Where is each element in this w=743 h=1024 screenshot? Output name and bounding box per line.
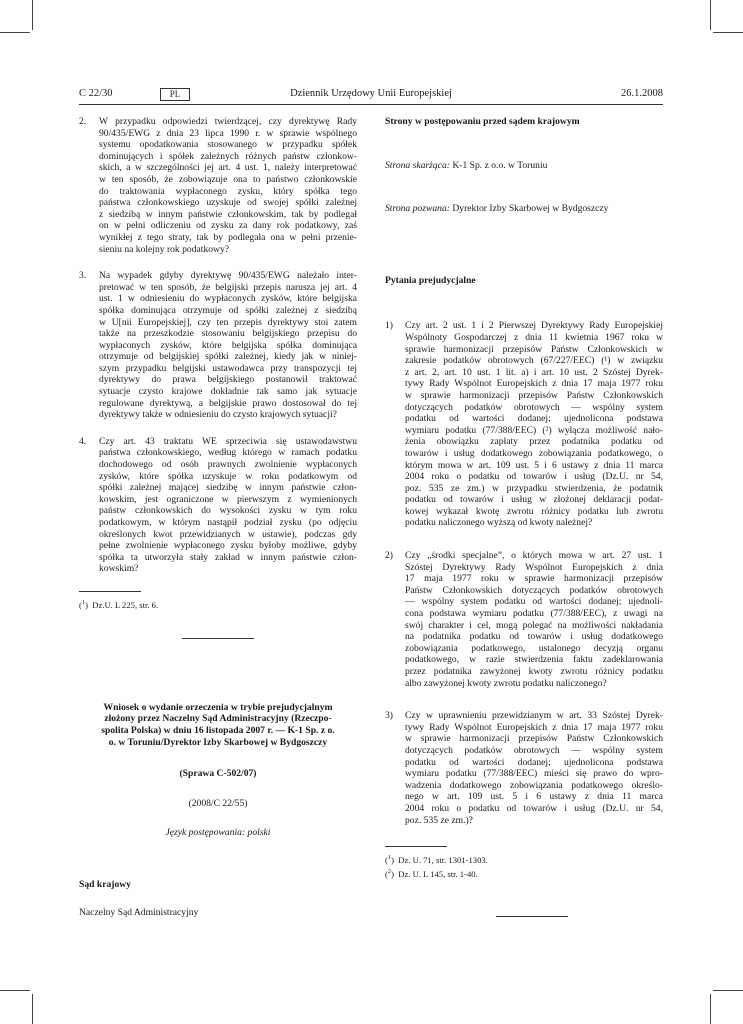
text-line: kowej wykazał kwotę zwrotu różnicy podatku lub zwrotu — [405, 505, 663, 517]
footnote-mark: 1 — [387, 854, 392, 862]
language-of-proceedings: Język postępowania: polski — [165, 827, 271, 839]
section-separator — [496, 916, 568, 917]
applicant-label: Strona skarżąca: — [385, 159, 450, 171]
defendant-name: Dyrektor Izby Skarbowej w Bydgoszczy — [452, 203, 609, 215]
text-line: Na wypadek gdyby dyrektywę 90/435/EWG należało inter- — [99, 270, 357, 282]
text-line: z siedzibą w innym państwie członkowskim, tak by podlegał — [99, 208, 357, 220]
text-line: nego w art. 109 ust. 5 i 6 ustawy z dnia 11 marca — [405, 791, 663, 803]
question-number: 2. — [79, 116, 87, 127]
applicant-line — [385, 160, 663, 172]
crop-mark — [710, 0, 711, 30]
text-line: Czy w uprawnieniu przewidzianym w art. 33 Szóstej Dyrek- — [405, 710, 663, 722]
page-reference: C 22/30 — [79, 88, 113, 99]
text-line: — wspólny system podatku od wartości dodanej; ujednoli- — [405, 596, 663, 608]
text-line: poz. 535 ze zm.) w przypadku stwierdzenia, że podatnik — [405, 482, 663, 494]
text-line: przez podatnika zawyżonej kwoty zwrotu różnicy podatku — [405, 666, 663, 677]
text-line: podatku od towarów i usług w złożonej deklaracji podat- — [405, 494, 663, 506]
text-line: albo zawyżonej kwoty zwrotu podatku naliczonego? — [405, 677, 607, 689]
question-number: 4. — [79, 435, 87, 447]
publication-date: 26.1.2008 — [621, 88, 663, 99]
text-line: on w pełni odliczeniu od zysku za dany rok podatkowy, zaś — [99, 220, 357, 232]
text-line: Szóstej Dyrektywy Rady Wspólnot Europejskich z dnia — [405, 561, 663, 573]
question-number: 3. — [79, 270, 87, 282]
page-header — [79, 88, 663, 102]
text-line: o. w Toruniu/Dyrektor Izby Skarbowej w Bydgoszczy — [108, 736, 328, 748]
text-line: podatku naliczonego wyższą od kwoty należnej? — [405, 517, 593, 529]
text-line: systemu opodatkowania stosowanego w przypadku spółek — [99, 139, 357, 151]
text-line: wymiaru podatku (77/388/EEC) (²) wyłącza możliwość nało- — [405, 424, 663, 436]
text-line: wadzenia dodatkowego zobowiązania podatkowego określo- — [405, 779, 663, 791]
text-line: zakresie podatków obrotowych (67/227/EEC) (¹) w związku — [405, 355, 663, 367]
text-line: dochodowego od osób prawnych zwolnienie wypłaconych — [99, 459, 357, 471]
text-line: 2004 roku o podatku od towarów i usług (Dz.U. nr 54, — [405, 471, 663, 483]
text-line: 90/435/EWG z dnia 23 lipca 1990 r. w sprawie wspólnego — [99, 127, 357, 139]
question-number: 1) — [385, 320, 393, 332]
crop-mark — [32, 994, 33, 1024]
right-column — [385, 116, 663, 917]
text-line: państwa członkowskiego, według którego w ramach podatku — [99, 447, 357, 459]
case-number: (Sprawa C-502/07) — [179, 768, 257, 780]
text-line: wynikłej z tego straty, tak by podlegała ona w pełni przenie- — [99, 231, 357, 243]
question-text — [99, 116, 357, 255]
text-line: Czy art. 43 traktatu WE sprzeciwia się ustawodawstwu — [99, 435, 357, 447]
text-line: tywy Rady Wspólnot Europejskich z dnia 17 maja 1977 roku — [405, 378, 663, 390]
text-line: regulowane dyrektywą, a belgijskie prawo dostosował do tej — [99, 397, 357, 409]
text-line: żenia obowiązku zapłaty przez podatnika podatku od — [405, 436, 663, 448]
question-text — [405, 320, 663, 529]
left-column — [79, 116, 357, 918]
text-line: podatku od wartości dodanej; ujednolicona podstawa — [405, 413, 663, 425]
question-number: 3) — [385, 710, 393, 722]
language-code-badge: PL — [160, 88, 190, 101]
text-line: Czy „środki specjalne”, o których mowa w art. 27 ust. 1 — [405, 550, 663, 562]
footnote: ($^1$) Dz.U. L 225, str. 6. — [79, 598, 159, 610]
text-line: w sprawie harmonizacji przepisów Państw Członkowskich — [405, 389, 663, 401]
question-number: 2) — [385, 550, 393, 562]
text-line: w U[nii Europejskiej], czy ten przepis dyrektywy stoi zatem — [99, 316, 357, 328]
text-line: Czy art. 2 ust. 1 i 2 Pierwszej Dyrektywy Rady Europejskiej — [405, 320, 663, 332]
text-line: spółki zależnej mającej siedzibę w innym państwie człon- — [99, 482, 357, 494]
footnote-mark: 1 — [81, 598, 86, 606]
text-line: na podatnika podatku od towarów i usług dodatkowego — [405, 631, 663, 643]
text-line: w ten sposób, że zobowiązuje ona to państwo członkowskie — [99, 173, 357, 185]
text-line: wypłaconych zysków, które belgijska spółka dominująca — [99, 339, 357, 351]
crop-mark — [32, 0, 33, 30]
request-title — [79, 702, 357, 748]
parties-heading: Strony w postępowaniu przed sądem krajowym — [385, 116, 580, 127]
national-court-name: Naczelny Sąd Administracyjny — [79, 906, 199, 918]
text-line: sytuacje czysto krajowe dokładnie tak samo jak sytuacje — [99, 386, 357, 398]
crop-mark — [713, 32, 743, 33]
defendant-label: Strona pozwana: — [385, 203, 450, 215]
text-line: podatkowego, w razie stwierdzenia faktu zadeklarowania — [405, 654, 663, 666]
text-line: w sprawie harmonizacji przepisów Państw Członkowskich — [405, 733, 663, 745]
question-item — [79, 116, 357, 255]
text-line: sieniu na kolejny rok podatkowy? — [99, 243, 230, 255]
footnote-text: Dz. U. L 145, str. 1-40. — [398, 868, 478, 879]
text-line: kowskim, jest ograniczone w pierwszym z wymienionych — [99, 493, 357, 505]
question-item — [79, 436, 357, 575]
question-text — [405, 550, 663, 689]
question-text — [99, 270, 357, 421]
footnote-text: Dz.U. L 225, str. 6. — [92, 599, 159, 610]
crop-mark — [713, 990, 743, 991]
text-line: Wspólnoty Gospodarczej z dnia 11 kwietnia 1967 roku w — [405, 331, 663, 343]
text-line: spolita Polska) w dniu 16 listopada 2007 r. — K-1 Sp. z o. — [101, 725, 335, 737]
national-court-heading: Sąd krajowy — [79, 878, 131, 890]
questions-heading: Pytania prejudycjalne — [385, 274, 476, 286]
footnote: ($^1$) Dz. U. 71, str. 1301-1303. — [385, 854, 488, 865]
text-line: dotyczących podatków obrotowych — wspólny system — [405, 744, 663, 756]
text-line: spółka ta utworzyła stały zakład w innym państwie człon- — [99, 551, 357, 563]
text-line: kowskim? — [99, 563, 139, 575]
text-line: dyrektywy także w odniesieniu do czysto krajowych sytuacji? — [99, 409, 337, 421]
text-line: dotyczących podatków obrotowych — wspólny system — [405, 401, 663, 413]
text-line: wymiaru podatku (77/388/EEC) mieści się prawo do wpro- — [405, 768, 663, 780]
text-line: podatku od wartości dodanej; ujednolicona podstawa — [405, 756, 663, 768]
text-line: swój charakter i cel, mogą polegać na możliwości nakładania — [405, 619, 663, 631]
applicant-name: K-1 Sp. z o.o. w Toruniu — [452, 159, 548, 171]
text-line: pretować w ten sposób, że belgijski przepis narusza jej art. 4 — [99, 281, 357, 293]
footnote-mark: 2 — [387, 867, 392, 875]
footnote: ($^2$) Dz. U. L 145, str. 1-40. — [385, 867, 478, 879]
text-line: dyrektywy do prawa belgijskiego postanowił traktować — [99, 374, 357, 386]
question-item — [385, 710, 663, 826]
question-item — [385, 320, 663, 529]
text-line: 2004 roku o podatku od towarów i usług (Dz.U. nr 54, — [405, 802, 663, 814]
text-line: skich, a w szczególności jej art. 4 ust. 1, należy interpretować — [99, 162, 357, 174]
text-line: złożony przez Naczelny Sąd Administracyjny (Rzeczpo- — [104, 713, 332, 725]
text-line: do traktowania wypłaconego zysku, który spółka tego — [99, 185, 357, 197]
question-item — [385, 550, 663, 689]
text-line: z art. 2, art. 10 ust. 1 lit. a) i art. 10 ust. 2 Szóstej Dyrek- — [405, 366, 663, 378]
text-line: 17 maja 1977 roku w sprawie harmonizacji przepisów — [405, 573, 663, 585]
crop-mark — [710, 994, 711, 1024]
text-line: państw członkowskich do wysokości zysku w tym roku — [99, 505, 357, 517]
text-line: ust. 1 w odniesieniu do wypłaconych zysków, które belgijska — [99, 293, 357, 305]
text-line: Państw Członkowskich dotyczących podatków obrotowych — [405, 584, 663, 596]
question-text — [99, 436, 357, 575]
header-rule — [79, 104, 663, 105]
text-line: towarów i usług dodatkowego zobowiązania podatkowego, o — [405, 447, 663, 459]
text-line: określonych kwot przewidzianych w ustawie), podczas gdy — [99, 528, 357, 540]
text-line: sprawie harmonizacji przepisów Państw Członkowskich w — [405, 343, 663, 355]
crop-mark — [0, 32, 30, 33]
oj-reference: (2008/C 22/55) — [188, 797, 248, 809]
text-line: poz. 535 ze zm.)? — [405, 814, 473, 826]
journal-title: Dziennik Urzędowy Unii Europejskiej — [290, 88, 452, 99]
crop-mark — [0, 990, 30, 991]
text-line: szym przypadku belgijski ustawodawca przy transpozycji tej — [99, 362, 357, 374]
text-line: tywy Rady Wspólnot Europejskich z dnia 17 maja 1977 roku — [405, 721, 663, 733]
defendant-line — [385, 203, 663, 215]
text-line: dominujących i spółek zależnych różnych państw członkow- — [99, 150, 357, 162]
text-line: cona podstawa wymiaru podatku (77/388/EEC), z uwagi na — [405, 608, 663, 620]
text-line: zysków, które spółka uzyskuje w roku podatkowym od — [99, 470, 357, 482]
text-line: W przypadku odpowiedzi twierdzącej, czy dyrektywę Rady — [99, 116, 357, 127]
text-line: spółka dominująca otrzymuje od spółki zależnej z siedzibą — [99, 304, 357, 316]
question-item — [79, 270, 357, 421]
text-line: także na przeszkodzie stosowaniu belgijskiego przepisu do — [99, 328, 357, 340]
text-line: którym mowa w art. 109 ust. 5 i 6 ustawy z dnia 11 marca — [405, 459, 663, 471]
question-text — [405, 710, 663, 826]
text-line: zobowiązania podatkowego, ustalonego decyzją organu — [405, 642, 663, 654]
text-line: pełne zwolnienie wypłaconego zysku byłoby możliwe, gdyby — [99, 540, 357, 552]
text-line: Wniosek o wydanie orzeczenia w trybie prejudycjalnym — [103, 701, 333, 713]
footnote-text: Dz. U. 71, str. 1301-1303. — [398, 854, 488, 865]
text-line: państwa członkowskiego uzyskuje od swojej spółki zależnej — [99, 197, 357, 209]
text-line: otrzymuje od belgijskiej spółki zależnej, kiedy jak w niniej- — [99, 351, 357, 363]
text-line: podatkowym, w którym nastąpił podział zysku (po odjęciu — [99, 517, 357, 528]
